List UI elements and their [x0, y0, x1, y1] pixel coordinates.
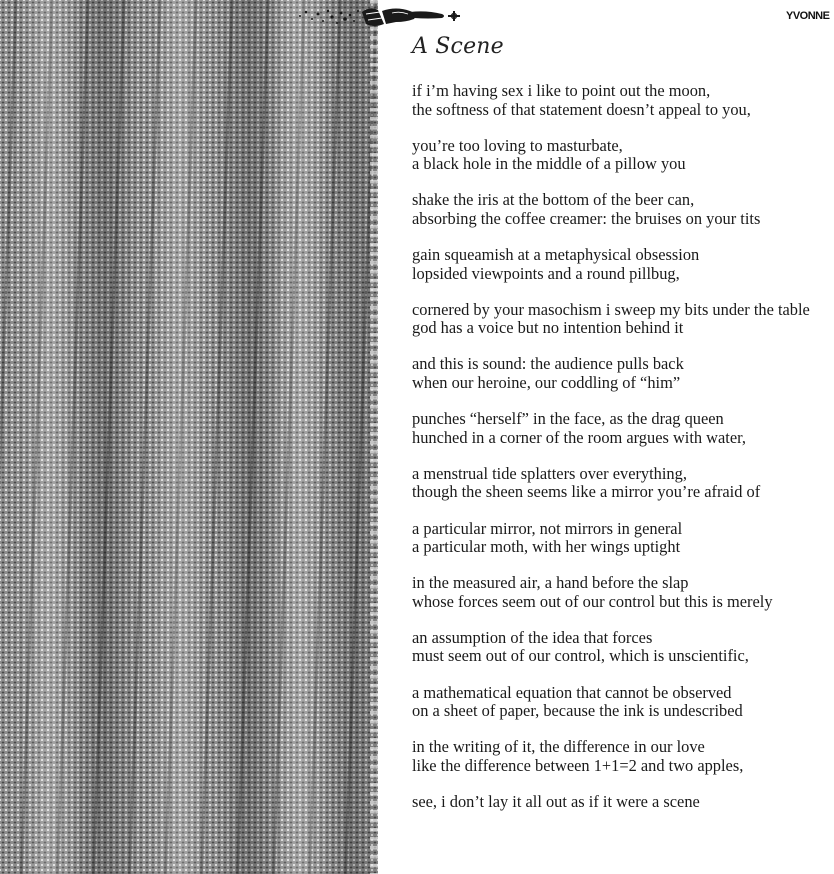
- poem-line: god has a voice but no intention behind it: [412, 318, 684, 338]
- pointing-hand-icon: [292, 2, 467, 36]
- poem-stanza: [412, 629, 834, 666]
- poem-line: a mathematical equation that cannot be observed: [412, 682, 732, 702]
- poem-stanza: [412, 465, 834, 502]
- poem-line: hunched in a corner of the room argues with water,: [412, 427, 747, 447]
- poem-line: if i’m having sex i like to point out the moon,: [412, 82, 711, 100]
- poem-stanza: [412, 82, 834, 119]
- poem-title: A Scene: [412, 34, 504, 59]
- poem-stanza: [412, 191, 834, 228]
- poem-stanza: [412, 793, 834, 812]
- poem-line: must seem out of our control, which is unscientific,: [412, 646, 749, 666]
- poem-line: on a sheet of paper, because the ink is undescribed: [412, 701, 743, 721]
- poem-stanza: [412, 246, 834, 283]
- poem-stanza: [412, 301, 834, 338]
- poem-line: a particular moth, with her wings uptight: [412, 537, 681, 557]
- poem-line: cornered by your masochism i sweep my bits under the table: [412, 299, 810, 319]
- poem-line: like the difference between 1+1=2 and two apples,: [412, 755, 744, 775]
- poem-stanza: [412, 137, 834, 174]
- poem-stanza: [412, 684, 834, 721]
- poem-line: and this is sound: the audience pulls back: [412, 354, 684, 374]
- poem-stanza: [412, 410, 834, 447]
- poem-line: shake the iris at the bottom of the beer can,: [412, 190, 695, 210]
- poem-line: though the sheen seems like a mirror you’re afraid of: [412, 482, 761, 502]
- poem-line: gain squeamish at a metaphysical obsession: [412, 245, 700, 265]
- poem-stanza: [412, 520, 834, 557]
- poem-line: in the measured air, a hand before the slap: [412, 573, 689, 593]
- author-name: YVONNE: [786, 10, 830, 22]
- poem-body: [412, 82, 834, 829]
- poem-line: lopsided viewpoints and a round pillbug,: [412, 263, 680, 283]
- poem-line: you’re too loving to masturbate,: [412, 135, 623, 155]
- poem-line: an assumption of the idea that forces: [412, 627, 653, 647]
- poem-line: in the writing of it, the difference in our love: [412, 737, 705, 757]
- poem-stanza: [412, 574, 834, 611]
- poem-line: a particular mirror, not mirrors in general: [412, 518, 683, 538]
- poem-line: when our heroine, our coddling of “him”: [412, 373, 681, 393]
- poem-line: whose forces seem out of our control but this is merely: [412, 591, 773, 611]
- poem-line: absorbing the coffee creamer: the bruises on your tits: [412, 208, 761, 228]
- halftone-fabric-image: [0, 0, 378, 874]
- poem-stanza: [412, 738, 834, 775]
- poem-line: a menstrual tide splatters over everything,: [412, 463, 687, 483]
- poem-line: a black hole in the middle of a pillow you: [412, 154, 686, 174]
- poem-line: the softness of that statement doesn’t appeal to you,: [412, 99, 751, 119]
- poem-line: punches “herself” in the face, as the drag queen: [412, 409, 724, 429]
- poem-line: see, i don’t lay it all out as if it were a scene: [412, 791, 700, 811]
- poem-stanza: [412, 355, 834, 392]
